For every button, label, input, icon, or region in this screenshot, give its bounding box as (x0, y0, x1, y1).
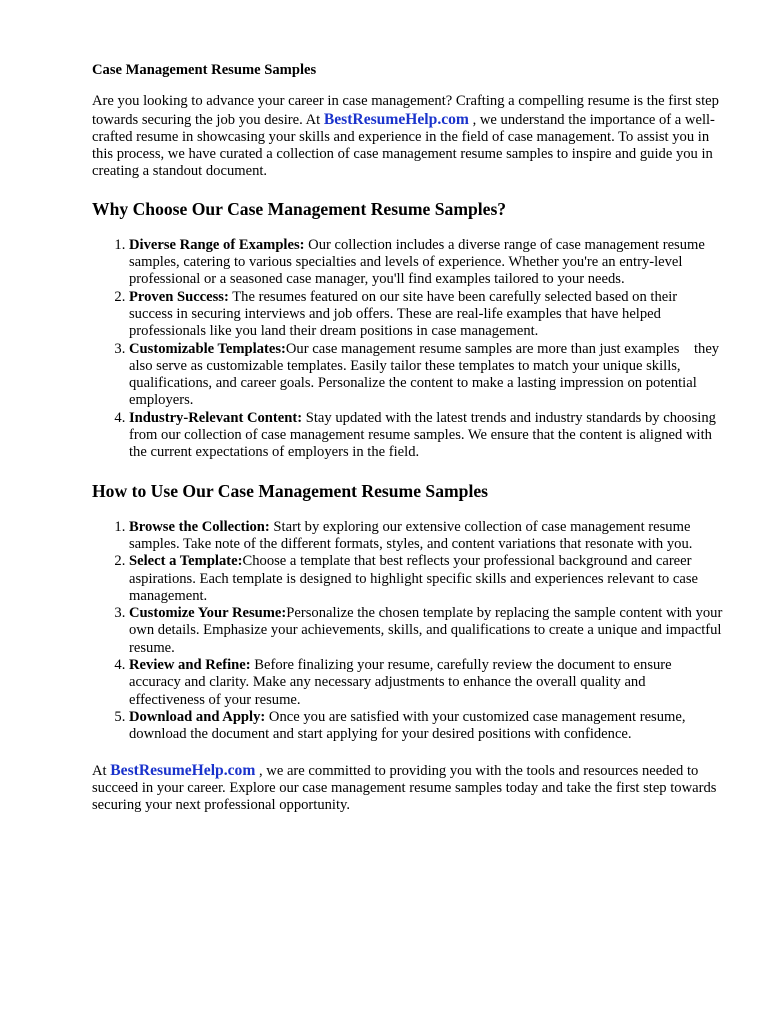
how-to-use-list (92, 519, 724, 744)
list-item-text: Choose a template that best reflects your professional background and career aspirations. Each template is designed to highlight specific skills and experiences relevant to case management. (129, 553, 698, 604)
list-item-term: Proven Success: (129, 288, 229, 305)
document-title: Case Management Resume Samples (92, 62, 317, 78)
intro-link[interactable]: BestResumeHelp.com (323, 110, 469, 128)
list-item-text: Our case management resume samples are more than just examples they also serve as customizable templates. Easily tailor these templates to match your unique skills, qualifications, and career goals. Personalize the content to make a lasting impression on potential employers. (129, 340, 723, 409)
intro-paragraph (92, 93, 724, 180)
list-item-term: Industry-Relevant Content: (129, 409, 303, 426)
closing-text-end: , we are committed to providing you with the tools and resources needed to succeed in your career. Explore our case management resume samples today and take the first step towards securing your next professional opportunity. (92, 762, 717, 814)
list-item-term: Select a Template: (129, 553, 243, 570)
intro-text-start: Are you looking to advance your career in case management? Crafting a compelling resume is the first step towards securing the job you desire. At (92, 93, 719, 128)
list-item (129, 410, 724, 462)
list-item-text: Our collection includes a diverse range of case management resume samples, catering to various specialties and levels of experience. Whether you're an entry-level professional or a seasoned case manager, you'll find examples tailored to your needs. (129, 236, 705, 288)
list-item (129, 605, 724, 657)
intro-text-end: , we understand the importance of a well-crafted resume in showcasing your skills and experience in the field of case management. To assist you in this process, we have curated a collection of case management resume samples to inspire and guide you in creating a standout document. (92, 111, 715, 180)
list-item (129, 553, 724, 605)
list-item-term: Download and Apply: (129, 708, 266, 725)
closing-text-start: At (92, 762, 111, 779)
closing-link[interactable]: BestResumeHelp.com (110, 761, 256, 779)
list-item-term: Browse the Collection: (129, 518, 270, 535)
list-item (129, 519, 724, 554)
list-item-text: Start by exploring our extensive collection of case management resume samples. Take note of the different formats, styles, and content variations that resonate with you. (129, 518, 693, 552)
list-item-term: Diverse Range of Examples: (129, 236, 305, 253)
section-heading-why-choose: Why Choose Our Case Management Resume Samples? (92, 198, 507, 219)
list-item-text: Before finalizing your resume, carefully review the document to ensure accuracy and clarity. Make any necessary adjustments to enhance the overall quality and effectiveness of your resume. (129, 657, 672, 708)
list-item-text: The resumes featured on our site have been carefully selected based on their success in securing interviews and job offers. These are real-life examples that have helped professionals like you land their dream positions in case management. (129, 288, 678, 340)
list-item-term: Customize Your Resume: (129, 605, 287, 622)
document-page (92, 62, 724, 814)
list-item (129, 657, 724, 709)
closing-paragraph (92, 762, 724, 815)
list-item-text: Once you are satisfied with your customized case management resume, download the document and start applying for your desired positions with confidence. (129, 708, 686, 743)
list-item-text: Stay updated with the latest trends and industry standards by choosing from our collection of case management resume samples. We ensure that the content is aligned with the current expectations of employers in the field. (129, 409, 716, 461)
list-item (129, 237, 724, 289)
list-item-term: Review and Refine: (129, 657, 251, 674)
list-item (129, 341, 724, 410)
why-choose-list (92, 237, 724, 462)
list-item (129, 709, 724, 744)
list-item-term: Customizable Templates: (129, 340, 286, 357)
section-heading-how-to-use: How to Use Our Case Management Resume Samples (92, 480, 488, 501)
list-item-text: Personalize the chosen template by replacing the sample content with your own details. Emphasize your achievements, skills, and qualifications to create a unique and impactful resume. (129, 605, 723, 656)
list-item (129, 289, 724, 341)
